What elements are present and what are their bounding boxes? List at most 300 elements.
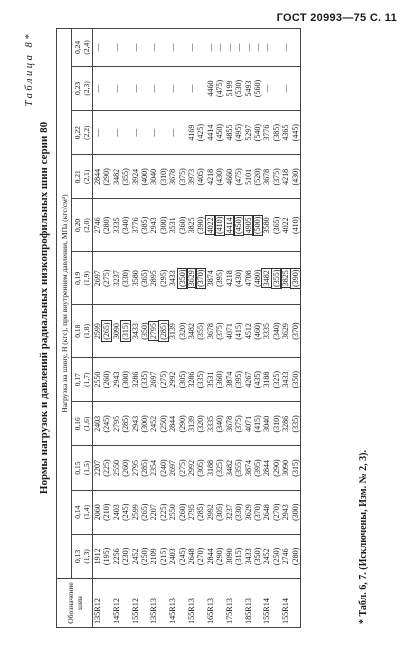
value-cell bbox=[234, 111, 243, 155]
value-cell bbox=[215, 66, 224, 110]
value-text: (395) bbox=[252, 459, 262, 477]
value-cell bbox=[187, 66, 196, 110]
value-text: — bbox=[149, 84, 159, 93]
table-row bbox=[234, 29, 243, 628]
value-text: (285) bbox=[140, 459, 150, 477]
value-cell bbox=[291, 199, 301, 252]
tyre-cell: 135R12 bbox=[93, 579, 103, 628]
value-text: (320) bbox=[196, 415, 206, 433]
value-cell bbox=[168, 305, 177, 358]
value-cell bbox=[206, 402, 215, 446]
table-row bbox=[178, 29, 187, 628]
value-text: (275) bbox=[177, 459, 187, 477]
value-text: 4365 bbox=[281, 124, 291, 141]
load-group-header: Нагрузка на шину, Н (кгс), при внутреннем давлении, МПа (кгс/см²) bbox=[57, 29, 72, 579]
tyre-cell: 155R14 bbox=[281, 579, 290, 628]
value-text: 2452 bbox=[149, 415, 159, 432]
value-text: 4022 bbox=[281, 217, 291, 234]
value-cell bbox=[121, 155, 130, 199]
value-cell bbox=[102, 402, 111, 446]
tyre-cell: 145R13 bbox=[168, 579, 177, 628]
value-cell bbox=[140, 252, 149, 305]
value-text: — bbox=[93, 84, 102, 93]
value-cell bbox=[244, 305, 253, 358]
value-cell bbox=[234, 402, 243, 446]
value-cell bbox=[196, 111, 205, 155]
value-text: (305) bbox=[215, 503, 225, 521]
value-cell bbox=[215, 111, 224, 155]
value-cell bbox=[131, 402, 140, 446]
tyre-cell bbox=[215, 579, 224, 628]
value-cell bbox=[244, 66, 253, 110]
table-row bbox=[215, 29, 224, 628]
value-cell bbox=[234, 446, 243, 490]
value-text: (460) bbox=[252, 322, 262, 340]
value-text: (280) bbox=[102, 216, 112, 235]
value-text: (375) bbox=[271, 168, 281, 186]
value-text: 2943 bbox=[149, 217, 159, 234]
value-cell bbox=[112, 29, 121, 67]
value-text: — bbox=[205, 43, 215, 52]
value-text: 2943 bbox=[130, 415, 140, 432]
value-text: 2403 bbox=[168, 548, 178, 565]
value-text: (360) bbox=[215, 371, 225, 389]
value-cell bbox=[121, 252, 130, 305]
value-cell bbox=[206, 111, 215, 155]
value-cell bbox=[225, 305, 234, 358]
value-cell bbox=[262, 305, 271, 358]
value-cell bbox=[281, 29, 290, 67]
value-cell bbox=[206, 66, 215, 110]
value-cell bbox=[178, 66, 187, 110]
value-text: 2795 bbox=[149, 323, 159, 340]
value-text: (330) bbox=[234, 503, 244, 521]
value-cell bbox=[121, 446, 130, 490]
value-cell bbox=[121, 534, 130, 578]
value-text: (340) bbox=[121, 216, 131, 235]
pressure-kgf: (2,2) bbox=[82, 125, 91, 140]
value-text: (280) bbox=[290, 547, 300, 566]
value-text: (495) bbox=[234, 124, 244, 142]
value-cell bbox=[196, 66, 205, 110]
value-text: 2943 bbox=[281, 504, 291, 521]
value-cell bbox=[225, 111, 234, 155]
value-cell bbox=[281, 199, 290, 252]
value-text: (445) bbox=[290, 124, 300, 142]
value-text: 3924 bbox=[130, 168, 140, 185]
value-text: (375) bbox=[215, 322, 225, 340]
value-text: (430) bbox=[215, 168, 225, 186]
value-text: 2207 bbox=[149, 504, 159, 521]
value-text: 4905 bbox=[243, 217, 253, 234]
pressure-header-cell bbox=[72, 111, 93, 155]
value-text: — bbox=[262, 43, 272, 52]
value-cell bbox=[178, 446, 187, 490]
value-text: 2452 bbox=[262, 548, 272, 565]
value-cell bbox=[272, 111, 281, 155]
value-text: 2648 bbox=[262, 504, 272, 521]
value-cell bbox=[112, 111, 121, 155]
pressure-header-row bbox=[72, 29, 93, 628]
pressure-header-cell bbox=[72, 66, 93, 110]
value-text: (320) bbox=[177, 322, 187, 340]
value-text: (305) bbox=[177, 371, 187, 389]
value-cell bbox=[187, 534, 196, 578]
value-cell bbox=[140, 111, 149, 155]
value-cell bbox=[140, 402, 149, 446]
value-cell bbox=[225, 402, 234, 446]
value-cell bbox=[187, 111, 196, 155]
value-text: (310) bbox=[158, 168, 168, 186]
value-cell bbox=[262, 155, 271, 199]
value-cell bbox=[121, 199, 130, 252]
pressure-header-cell bbox=[72, 305, 93, 358]
value-cell bbox=[140, 490, 149, 534]
value-cell bbox=[225, 446, 234, 490]
value-text: (330) bbox=[121, 269, 131, 287]
value-cell bbox=[112, 402, 121, 446]
value-cell bbox=[206, 358, 215, 402]
value-text: 4660 bbox=[224, 168, 234, 185]
value-text: 3531 bbox=[168, 217, 178, 234]
value-text: (350) bbox=[177, 269, 187, 287]
value-text: 4414 bbox=[224, 217, 234, 234]
value-text: 3482 bbox=[262, 270, 272, 287]
value-text: 2648 bbox=[187, 548, 197, 565]
pressure-mpa: 0,15 bbox=[73, 461, 82, 475]
load-pressure-table bbox=[56, 28, 301, 628]
pressure-kgf: (1,9) bbox=[82, 271, 91, 286]
value-cell bbox=[149, 66, 158, 110]
value-text: 3629 bbox=[187, 270, 197, 287]
value-cell bbox=[140, 199, 149, 252]
value-text: 3678 bbox=[262, 168, 272, 185]
value-cell bbox=[262, 111, 271, 155]
value-cell bbox=[262, 29, 271, 67]
pressure-mpa: 0,18 bbox=[73, 324, 82, 338]
value-text: 4218 bbox=[281, 168, 291, 185]
value-cell bbox=[121, 358, 130, 402]
value-text: (450) bbox=[215, 124, 225, 142]
value-text: 3433 bbox=[243, 548, 253, 565]
value-cell bbox=[102, 155, 111, 199]
value-cell bbox=[253, 402, 262, 446]
value-text: — bbox=[149, 128, 159, 137]
value-text: 3335 bbox=[262, 323, 272, 340]
value-cell bbox=[206, 534, 215, 578]
pressure-header-cell bbox=[72, 402, 93, 446]
value-cell bbox=[244, 155, 253, 199]
pressure-header-cell bbox=[72, 490, 93, 534]
value-cell bbox=[253, 155, 262, 199]
value-cell bbox=[93, 358, 103, 402]
value-cell bbox=[234, 155, 243, 199]
value-cell bbox=[102, 252, 111, 305]
value-text: 3678 bbox=[205, 323, 215, 340]
value-text: (475) bbox=[215, 79, 225, 98]
value-cell bbox=[281, 358, 290, 402]
value-cell bbox=[272, 490, 281, 534]
value-cell bbox=[253, 490, 262, 534]
pressure-header-cell bbox=[72, 446, 93, 490]
value-text: — bbox=[111, 128, 121, 137]
value-text: (430) bbox=[290, 168, 300, 186]
value-cell bbox=[131, 305, 140, 358]
value-cell bbox=[178, 402, 187, 446]
tyre-cell bbox=[121, 579, 130, 628]
pressure-mpa: 0,20 bbox=[73, 218, 82, 232]
value-text: 3188 bbox=[262, 371, 272, 388]
value-text: 2550 bbox=[168, 504, 178, 521]
pressure-mpa: 0,13 bbox=[73, 549, 82, 563]
value-text: 2697 bbox=[168, 460, 178, 477]
value-text: 3874 bbox=[243, 460, 253, 477]
value-text: — bbox=[168, 43, 178, 52]
value-text: 4512 bbox=[243, 323, 253, 340]
value-cell bbox=[291, 252, 301, 305]
value-cell bbox=[234, 29, 243, 67]
value-cell bbox=[244, 446, 253, 490]
tyre-cell bbox=[253, 579, 262, 628]
value-text: 2354 bbox=[149, 460, 159, 477]
value-cell bbox=[102, 111, 111, 155]
value-cell bbox=[215, 29, 224, 67]
value-text: 4218 bbox=[224, 270, 234, 287]
tyre-cell bbox=[178, 579, 187, 628]
value-text: (530) bbox=[234, 79, 244, 98]
value-text: — bbox=[168, 84, 178, 93]
value-text: (430) bbox=[234, 269, 244, 287]
value-cell bbox=[112, 490, 121, 534]
value-cell bbox=[291, 111, 301, 155]
value-text: (240) bbox=[158, 459, 168, 477]
tyre-cell bbox=[140, 579, 149, 628]
value-cell bbox=[187, 29, 196, 67]
value-cell bbox=[291, 446, 301, 490]
value-text: (260) bbox=[177, 503, 187, 521]
value-cell bbox=[291, 29, 301, 67]
pressure-kgf: (2,3) bbox=[82, 81, 91, 96]
value-text: (290) bbox=[102, 168, 112, 186]
value-text: 3433 bbox=[168, 270, 178, 287]
pressure-header-cell bbox=[72, 534, 93, 578]
value-cell bbox=[253, 66, 262, 110]
value-text: 3482 bbox=[187, 323, 197, 340]
pressure-kgf: (2,4) bbox=[82, 40, 91, 55]
value-cell bbox=[206, 305, 215, 358]
value-cell bbox=[262, 402, 271, 446]
value-cell bbox=[178, 534, 187, 578]
value-text: 2109 bbox=[149, 548, 159, 565]
value-cell bbox=[196, 29, 205, 67]
pressure-kgf: (2,1) bbox=[82, 169, 91, 185]
value-cell bbox=[178, 155, 187, 199]
tyre-cell: 145R12 bbox=[112, 579, 121, 628]
pressure-header-cell bbox=[72, 199, 93, 252]
value-text: 2452 bbox=[130, 548, 140, 565]
value-cell bbox=[121, 490, 130, 534]
tyre-cell: 185R13 bbox=[244, 579, 253, 628]
value-cell bbox=[262, 358, 271, 402]
value-text: (335) bbox=[140, 371, 150, 389]
value-text: 3237 bbox=[224, 504, 234, 521]
value-cell bbox=[187, 199, 196, 252]
value-cell bbox=[140, 358, 149, 402]
value-text: (410) bbox=[215, 216, 225, 235]
value-cell bbox=[187, 490, 196, 534]
value-text: — bbox=[130, 43, 140, 52]
table-row bbox=[102, 29, 111, 628]
value-cell bbox=[206, 446, 215, 490]
value-text: (400) bbox=[140, 168, 150, 186]
value-cell bbox=[281, 446, 290, 490]
value-text: (250) bbox=[140, 547, 150, 566]
value-cell bbox=[244, 490, 253, 534]
value-text: (245) bbox=[121, 503, 131, 521]
value-cell bbox=[102, 66, 111, 110]
page-header: ГОСТ 20993—75 С. 11 bbox=[276, 12, 397, 24]
value-text: (500) bbox=[252, 216, 262, 235]
value-cell bbox=[93, 111, 103, 155]
pressure-header-cell bbox=[72, 155, 93, 199]
value-cell bbox=[291, 490, 301, 534]
table-row bbox=[281, 29, 290, 628]
value-text: (315) bbox=[290, 459, 300, 477]
value-text: (350) bbox=[252, 547, 262, 566]
value-text: — bbox=[224, 43, 234, 52]
value-text: 3335 bbox=[111, 217, 121, 234]
value-text: (195) bbox=[102, 547, 112, 566]
value-text: (340) bbox=[215, 415, 225, 433]
tyre-cell: 135R13 bbox=[149, 579, 158, 628]
value-cell bbox=[102, 358, 111, 402]
table-row bbox=[121, 29, 130, 628]
value-text: 5493 bbox=[243, 80, 253, 97]
value-cell bbox=[178, 358, 187, 402]
value-text: 4218 bbox=[205, 168, 215, 185]
value-text: 4071 bbox=[243, 415, 253, 432]
tyre-cell bbox=[272, 579, 281, 628]
value-text: 3580 bbox=[262, 217, 272, 234]
value-cell bbox=[131, 252, 140, 305]
value-text: 3678 bbox=[168, 168, 178, 185]
value-cell bbox=[149, 199, 158, 252]
pressure-mpa: 0,16 bbox=[73, 417, 82, 431]
value-cell bbox=[121, 29, 130, 67]
value-text: 2403 bbox=[111, 504, 121, 521]
value-cell bbox=[206, 252, 215, 305]
value-text: — bbox=[130, 84, 140, 93]
value-text: (395) bbox=[215, 269, 225, 287]
value-cell bbox=[131, 199, 140, 252]
value-text: 2746 bbox=[93, 217, 102, 234]
value-cell bbox=[131, 29, 140, 67]
value-cell bbox=[93, 534, 103, 578]
value-text: 2207 bbox=[93, 460, 102, 477]
value-text: — bbox=[93, 43, 102, 52]
value-cell bbox=[281, 66, 290, 110]
value-cell bbox=[253, 199, 262, 252]
value-text: 2599 bbox=[130, 504, 140, 521]
value-cell bbox=[149, 29, 158, 67]
value-text: (290) bbox=[271, 459, 281, 477]
value-cell bbox=[272, 66, 281, 110]
tyre-cell: 155R14 bbox=[262, 579, 271, 628]
value-text: (365) bbox=[140, 269, 150, 287]
value-cell bbox=[244, 534, 253, 578]
value-cell bbox=[131, 111, 140, 155]
value-text: 3040 bbox=[262, 415, 272, 432]
table-row bbox=[262, 29, 271, 628]
value-cell bbox=[187, 446, 196, 490]
value-cell bbox=[262, 534, 271, 578]
value-cell bbox=[168, 155, 177, 199]
value-cell bbox=[272, 402, 281, 446]
tyre-cell bbox=[291, 579, 301, 628]
table-label: Таблица 8* bbox=[24, 32, 35, 107]
value-text: (560) bbox=[252, 79, 262, 98]
value-text: — bbox=[93, 128, 102, 137]
value-cell bbox=[253, 358, 262, 402]
value-cell bbox=[121, 305, 130, 358]
value-text: 3433 bbox=[281, 371, 291, 388]
value-cell bbox=[168, 402, 177, 446]
value-text: 3825 bbox=[187, 217, 197, 234]
value-cell bbox=[262, 446, 271, 490]
value-text: (225) bbox=[158, 503, 168, 521]
value-text: (355) bbox=[271, 269, 281, 287]
value-cell bbox=[168, 446, 177, 490]
value-text: 2060 bbox=[93, 504, 102, 521]
value-text: (340) bbox=[271, 322, 281, 340]
pressure-kgf: (1,5) bbox=[82, 460, 91, 476]
value-text: 3433 bbox=[130, 323, 140, 340]
value-text: (335) bbox=[290, 415, 300, 433]
value-cell bbox=[102, 199, 111, 252]
value-text: (260) bbox=[121, 459, 131, 477]
value-text: (265) bbox=[102, 322, 112, 340]
value-text: 4267 bbox=[243, 371, 253, 388]
value-text: (390) bbox=[196, 216, 206, 235]
value-text: (410) bbox=[290, 216, 300, 235]
value-cell bbox=[196, 490, 205, 534]
value-cell bbox=[281, 402, 290, 446]
value-cell bbox=[281, 534, 290, 578]
value-text: (375) bbox=[177, 168, 187, 186]
pressure-mpa: 0,17 bbox=[73, 373, 82, 387]
value-cell bbox=[225, 252, 234, 305]
value-text: (245) bbox=[177, 547, 187, 566]
tyre-cell bbox=[159, 579, 168, 628]
value-text: (365) bbox=[271, 216, 281, 235]
pressure-kgf: (2,0) bbox=[82, 218, 91, 233]
value-cell bbox=[215, 402, 224, 446]
value-text: (230) bbox=[121, 547, 131, 566]
value-text: 3874 bbox=[224, 371, 234, 388]
value-cell bbox=[225, 534, 234, 578]
table-body bbox=[93, 29, 301, 628]
value-cell bbox=[112, 199, 121, 252]
value-text: — bbox=[243, 43, 253, 52]
table-row bbox=[225, 29, 234, 628]
value-cell bbox=[149, 358, 158, 402]
value-cell bbox=[244, 252, 253, 305]
value-text: 3678 bbox=[224, 415, 234, 432]
value-cell bbox=[93, 252, 103, 305]
value-cell bbox=[234, 66, 243, 110]
value-cell bbox=[131, 534, 140, 578]
value-text: (300) bbox=[140, 415, 150, 433]
